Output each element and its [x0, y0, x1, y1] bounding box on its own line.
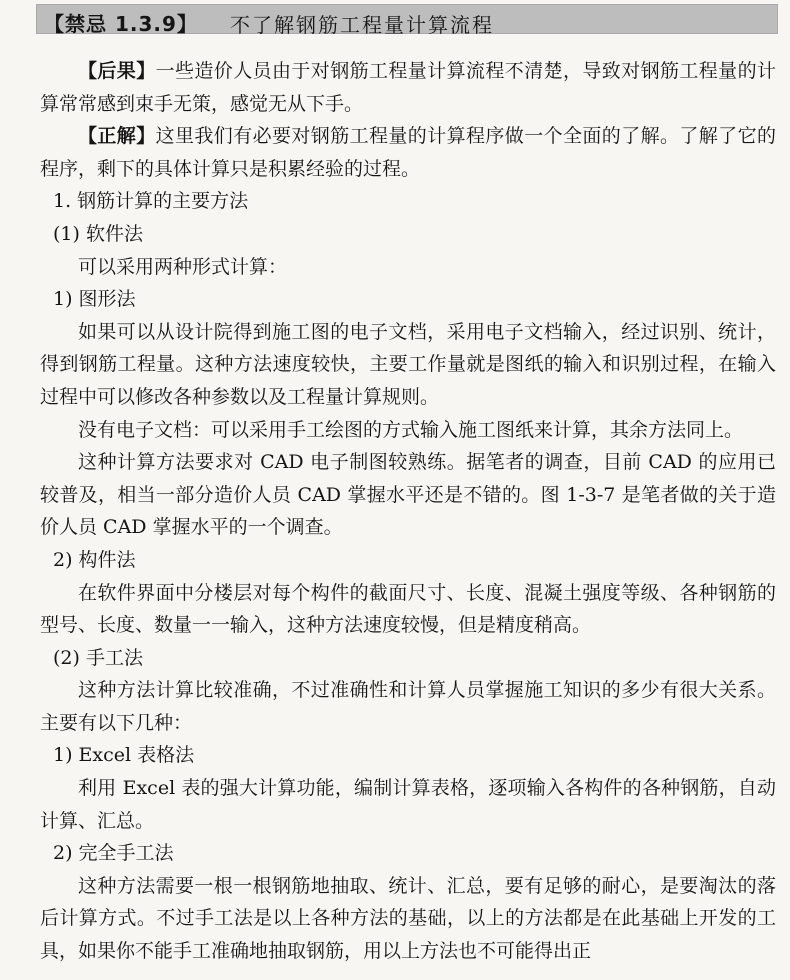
- heading-main-methods: 1. 钢筋计算的主要方法: [53, 190, 249, 213]
- paragraph-component-method: 在软件界面中分楼层对每个构件的截面尺寸、长度、混凝土强度等级、各种钢筋的型号、长度、数量一一输入，这种方法速度较慢，但是精度稍高。: [40, 581, 776, 637]
- paragraph-no-electronic-doc: 没有电子文档：可以采用手工绘图的方式输入施工图纸来计算，其余方法同上。: [78, 418, 744, 441]
- section-tag: 【禁忌 1.3.9】: [44, 12, 198, 36]
- paragraph-manual-method: 这种方法计算比较准确，不过准确性和计算人员掌握施工知识的多少有很大关系。主要有以下几种：: [40, 679, 776, 734]
- paragraph-full-manual-method: 这种方法需要一根一根钢筋地抽取、统计、汇总，要有足够的耐心，是要淘汰的落后计算方式。不过手工法是以上各种方法的基础，以上的方法都是在此基础上开发的工具，如果你不能手工准确地抽取钢筋，用以上方法也不可能得出正: [40, 874, 776, 963]
- solution-paragraph: [40, 120, 776, 185]
- paragraph-excel-method: 利用 Excel 表的强大计算功能，编制计算表格，逐项输入各构件的各种钢筋，自动计算、汇总。: [40, 777, 776, 832]
- heading-component-method: 2) 构件法: [53, 548, 136, 571]
- software-intro: 可以采用两种形式计算：: [78, 255, 288, 278]
- solution-text: 这里我们有必要对钢筋工程量的计算程序做一个全面的了解。了解了它的程序，剩下的具体计算只是积累经验的过程。: [40, 125, 776, 180]
- heading-excel-method: 1) Excel 表格法: [53, 744, 195, 767]
- heading-graphic-method: 1) 图形法: [53, 288, 136, 311]
- solution-label: 【正解】: [78, 125, 156, 148]
- document-body: [40, 55, 776, 968]
- heading-full-manual-method: 2) 完全手工法: [53, 842, 174, 865]
- consequence-paragraph: [40, 55, 776, 120]
- heading-software-method: (1) 软件法: [53, 222, 143, 245]
- paragraph-cad-requirement: 这种计算方法要求对 CAD 电子制图较熟练。据笔者的调查，目前 CAD 的应用已较普及，相当一部分造价人员 CAD 掌握水平还是不错的。图 1-3-7 是笔者做的关于造价人员 CAD 掌握水平的一个调查。: [40, 451, 776, 539]
- heading-manual-method: (2) 手工法: [53, 646, 143, 669]
- section-title: 不了解钢筋工程量计算流程: [230, 13, 494, 37]
- consequence-label: 【后果】: [78, 60, 156, 82]
- consequence-text: 一些造价人员由于对钢筋工程量计算流程不清楚，导致对钢筋工程量的计算常常感到束手无策，感觉无从下手。: [40, 60, 776, 115]
- paragraph-graphic-method: 如果可以从设计院得到施工图的电子文档，采用电子文档输入，经过识别、统计，得到钢筋工程量。这种方法速度较快，主要工作量就是图纸的输入和识别过程，在输入过程中可以修改各种参数以及工程量计算规则。: [40, 320, 776, 408]
